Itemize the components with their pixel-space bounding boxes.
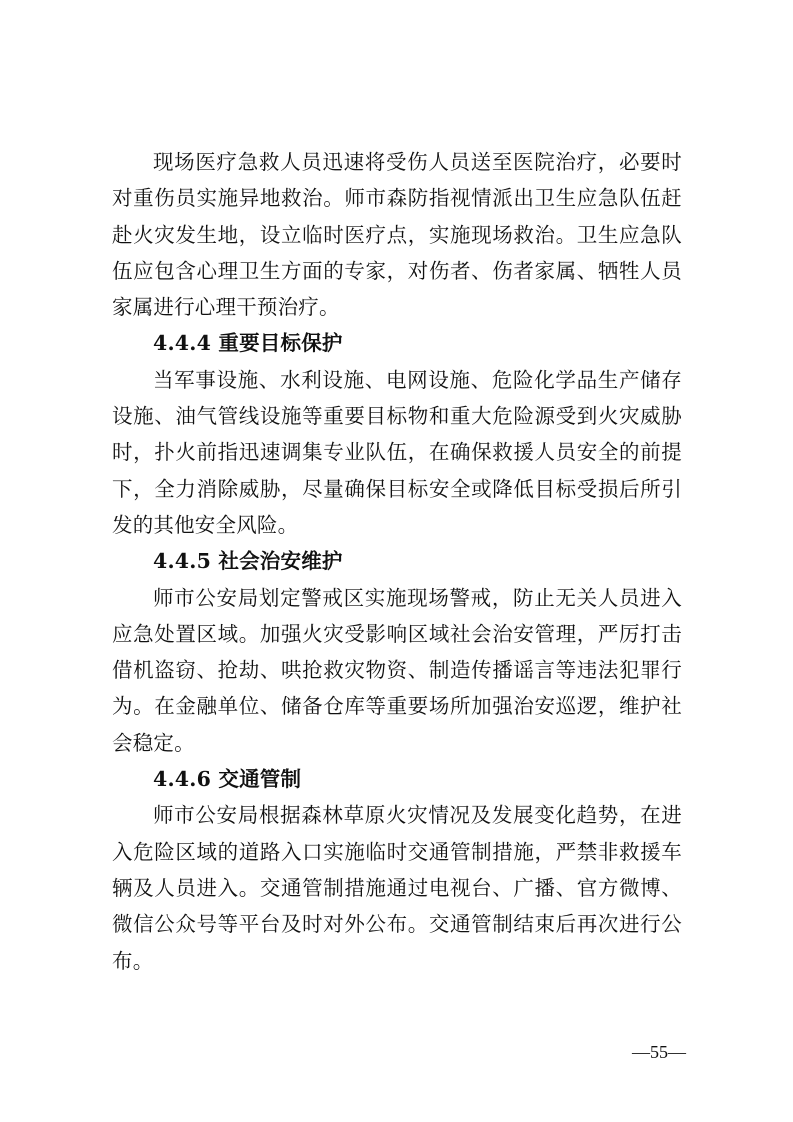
paragraph-medical-rescue: 现场医疗急救人员迅速将受伤人员送至医院治疗，必要时对重伤员实施异地救治。师市森防指视情派出卫生应急队伍赶赴火灾发生地，设立临时医疗点，实施现场救治。卫生应急队伍应包含心理卫生方面的专家，对伤者、伤者家属、牺牲人员家属进行心理干预治疗。 [112, 150, 682, 320]
paragraph-public-order: 师市公安局划定警戒区实施现场警戒，防止无关人员进入应急处置区域。加强火灾受影响区域社会治安管理，严厉打击借机盗窃、抢劫、哄抢救灾物资、制造传播谣言等违法犯罪行为。在金融单位、储备仓库等重要场所加强治安巡逻，维护社会稳定。 [112, 585, 682, 755]
section-heading-4-4-4: 4.4.4 重要目标保护 [153, 331, 343, 356]
page-number: —55— [632, 1042, 686, 1062]
section-heading-4-4-5: 4.4.5 社会治安维护 [153, 549, 343, 574]
document-body [112, 144, 682, 979]
section-heading-4-4-6: 4.4.6 交通管制 [153, 767, 302, 792]
paragraph-target-protection: 当军事设施、水利设施、电网设施、危险化学品生产储存设施、油气管线设施等重要目标物和重大危险源受到火灾威胁时，扑火前指迅速调集专业队伍，在确保救援人员安全的前提下，全力消除威胁，尽量确保目标安全或降低目标受损后所引发的其他安全风险。 [112, 367, 682, 537]
paragraph-traffic-control: 师市公安局根据森林草原火灾情况及发展变化趋势，在进入危险区域的道路入口实施临时交通管制措施，严禁非救援车辆及人员进入。交通管制措施通过电视台、广播、官方微博、微信公众号等平台及时对外公布。交通管制结束后再次进行公布。 [112, 803, 682, 973]
